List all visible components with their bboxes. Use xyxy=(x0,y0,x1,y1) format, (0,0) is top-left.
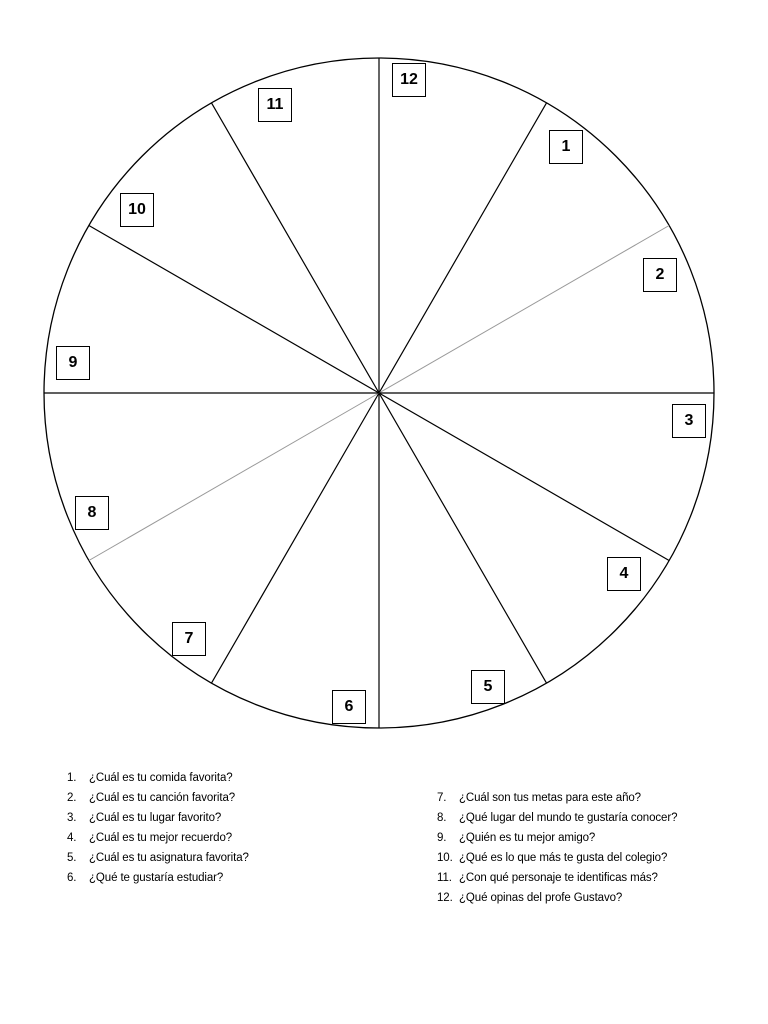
questions-list-left xyxy=(67,768,249,888)
questions-list-right xyxy=(437,788,677,908)
wheel-spoke xyxy=(379,103,547,393)
question-item: 8. ¿Qué lugar del mundo te gustaría conocer? xyxy=(437,812,678,824)
wheel-spoke xyxy=(89,393,379,561)
wheel-spoke xyxy=(89,226,379,394)
question-item: 9. ¿Quién es tu mejor amigo? xyxy=(437,832,596,844)
question-item: 7. ¿Cuál son tus metas para este año? xyxy=(437,792,641,804)
question-item: 5. ¿Cuál es tu asignatura favorita? xyxy=(67,852,249,864)
segment-label-12: 12 xyxy=(392,63,426,97)
segment-label-7: 7 xyxy=(172,622,206,656)
segment-label-6: 6 xyxy=(332,690,366,724)
wheel-spokes xyxy=(44,58,714,728)
question-item: 12. ¿Qué opinas del profe Gustavo? xyxy=(437,892,623,904)
segment-label-11: 11 xyxy=(258,88,292,122)
question-item: 6. ¿Qué te gustaría estudiar? xyxy=(67,872,224,884)
question-item: 1. ¿Cuál es tu comida favorita? xyxy=(67,772,233,784)
segment-label-9: 9 xyxy=(56,346,90,380)
question-item: 3. ¿Cuál es tu lugar favorito? xyxy=(67,812,222,824)
wheel-spoke xyxy=(212,393,380,683)
segment-label-2: 2 xyxy=(643,258,677,292)
question-item: 11. ¿Con qué personaje te identificas más? xyxy=(437,872,658,884)
question-item: 2. ¿Cuál es tu canción favorita? xyxy=(67,792,236,804)
wheel-spoke xyxy=(379,226,669,394)
segment-label-5: 5 xyxy=(471,670,505,704)
segment-label-8: 8 xyxy=(75,496,109,530)
segment-label-4: 4 xyxy=(607,557,641,591)
question-item: 10. ¿Qué es lo que más te gusta del colegio? xyxy=(437,852,668,864)
wheel-spoke xyxy=(212,103,380,393)
segment-label-10: 10 xyxy=(120,193,154,227)
wheel-spoke xyxy=(379,393,669,561)
segment-label-3: 3 xyxy=(672,404,706,438)
question-item: 4. ¿Cuál es tu mejor recuerdo? xyxy=(67,832,233,844)
wheel-spoke xyxy=(379,393,547,683)
segment-label-1: 1 xyxy=(549,130,583,164)
